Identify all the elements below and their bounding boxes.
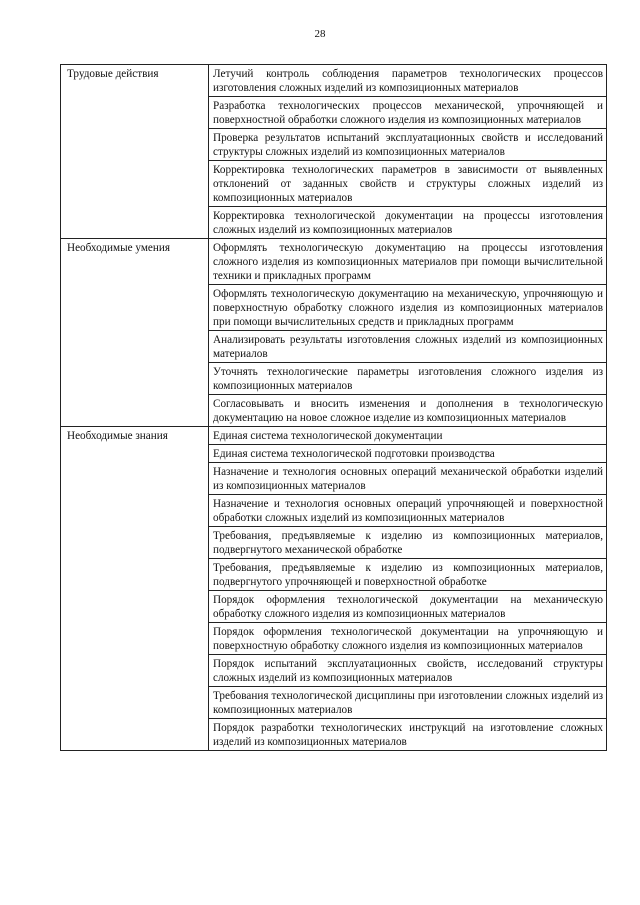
section-title-required-skills: Необходимые умения	[61, 239, 209, 427]
table-cell-item: Оформлять технологическую документацию на механическую, упрочняющую и поверхностную обработку сложного изделия из композиционных материалов при помощи вычислительных средств и прикладных программ	[209, 285, 607, 331]
table-cell-item: Проверка результатов испытаний эксплуатационных свойств и исследований структуры сложных изделий из композиционных материалов	[209, 129, 607, 161]
table-cell-item: Требования, предъявляемые к изделию из композиционных материалов, подвергнутого механической обработке	[209, 527, 607, 559]
table-row	[61, 65, 607, 97]
table-cell-item: Порядок разработки технологических инструкций на изготовление сложных изделий из композиционных материалов	[209, 719, 607, 751]
requirements-table	[60, 64, 607, 751]
section-title-required-knowledge: Необходимые знания	[61, 427, 209, 751]
table-cell-item: Порядок оформления технологической документации на упрочняющую и поверхностную обработку сложного изделия из композиционных материалов	[209, 623, 607, 655]
table-row	[61, 427, 607, 445]
table-cell-item: Уточнять технологические параметры изготовления сложного изделия из композиционных материалов	[209, 363, 607, 395]
table-cell-item: Согласовывать и вносить изменения и дополнения в технологическую документацию на новое сложное изделие из композиционных материалов	[209, 395, 607, 427]
table-cell-item: Единая система технологической документации	[209, 427, 607, 445]
table-cell-item: Корректировка технологической документации на процессы изготовления сложных изделий из композиционных материалов	[209, 207, 607, 239]
table-body	[61, 65, 607, 751]
table-cell-item: Разработка технологических процессов механической, упрочняющей и поверхностной обработки сложного изделия из композиционных материалов	[209, 97, 607, 129]
table-cell-item: Единая система технологической подготовки производства	[209, 445, 607, 463]
table-cell-item: Анализировать результаты изготовления сложных изделий из композиционных материалов	[209, 331, 607, 363]
section-title-labor-actions: Трудовые действия	[61, 65, 209, 239]
table-cell-item: Назначение и технология основных операций механической обработки изделий из композиционных материалов	[209, 463, 607, 495]
table-cell-item: Корректировка технологических параметров в зависимости от выявленных отклонений от заданных свойств и структуры сложных изделий из композиционных материалов	[209, 161, 607, 207]
table-cell-item: Порядок оформления технологической документации на механическую обработку сложного изделия из композиционных материалов	[209, 591, 607, 623]
table-cell-item: Назначение и технология основных операций упрочняющей и поверхностной обработки сложных изделий из композиционных материалов	[209, 495, 607, 527]
table-cell-item: Требования, предъявляемые к изделию из композиционных материалов, подвергнутого упрочняющей и поверхностной обработке	[209, 559, 607, 591]
table-cell-item: Оформлять технологическую документацию на процессы изготовления сложного изделия из композиционных материалов при помощи вычислительной техники и прикладных программ	[209, 239, 607, 285]
table-row	[61, 239, 607, 285]
table-cell-item: Требования технологической дисциплины при изготовлении сложных изделий из композиционных материалов	[209, 687, 607, 719]
table-cell-item: Летучий контроль соблюдения параметров технологических процессов изготовления сложных изделий из композиционных материалов	[209, 65, 607, 97]
table-cell-item: Порядок испытаний эксплуатационных свойств, исследований структуры сложных изделий из композиционных материалов	[209, 655, 607, 687]
page-number: 28	[314, 28, 326, 40]
